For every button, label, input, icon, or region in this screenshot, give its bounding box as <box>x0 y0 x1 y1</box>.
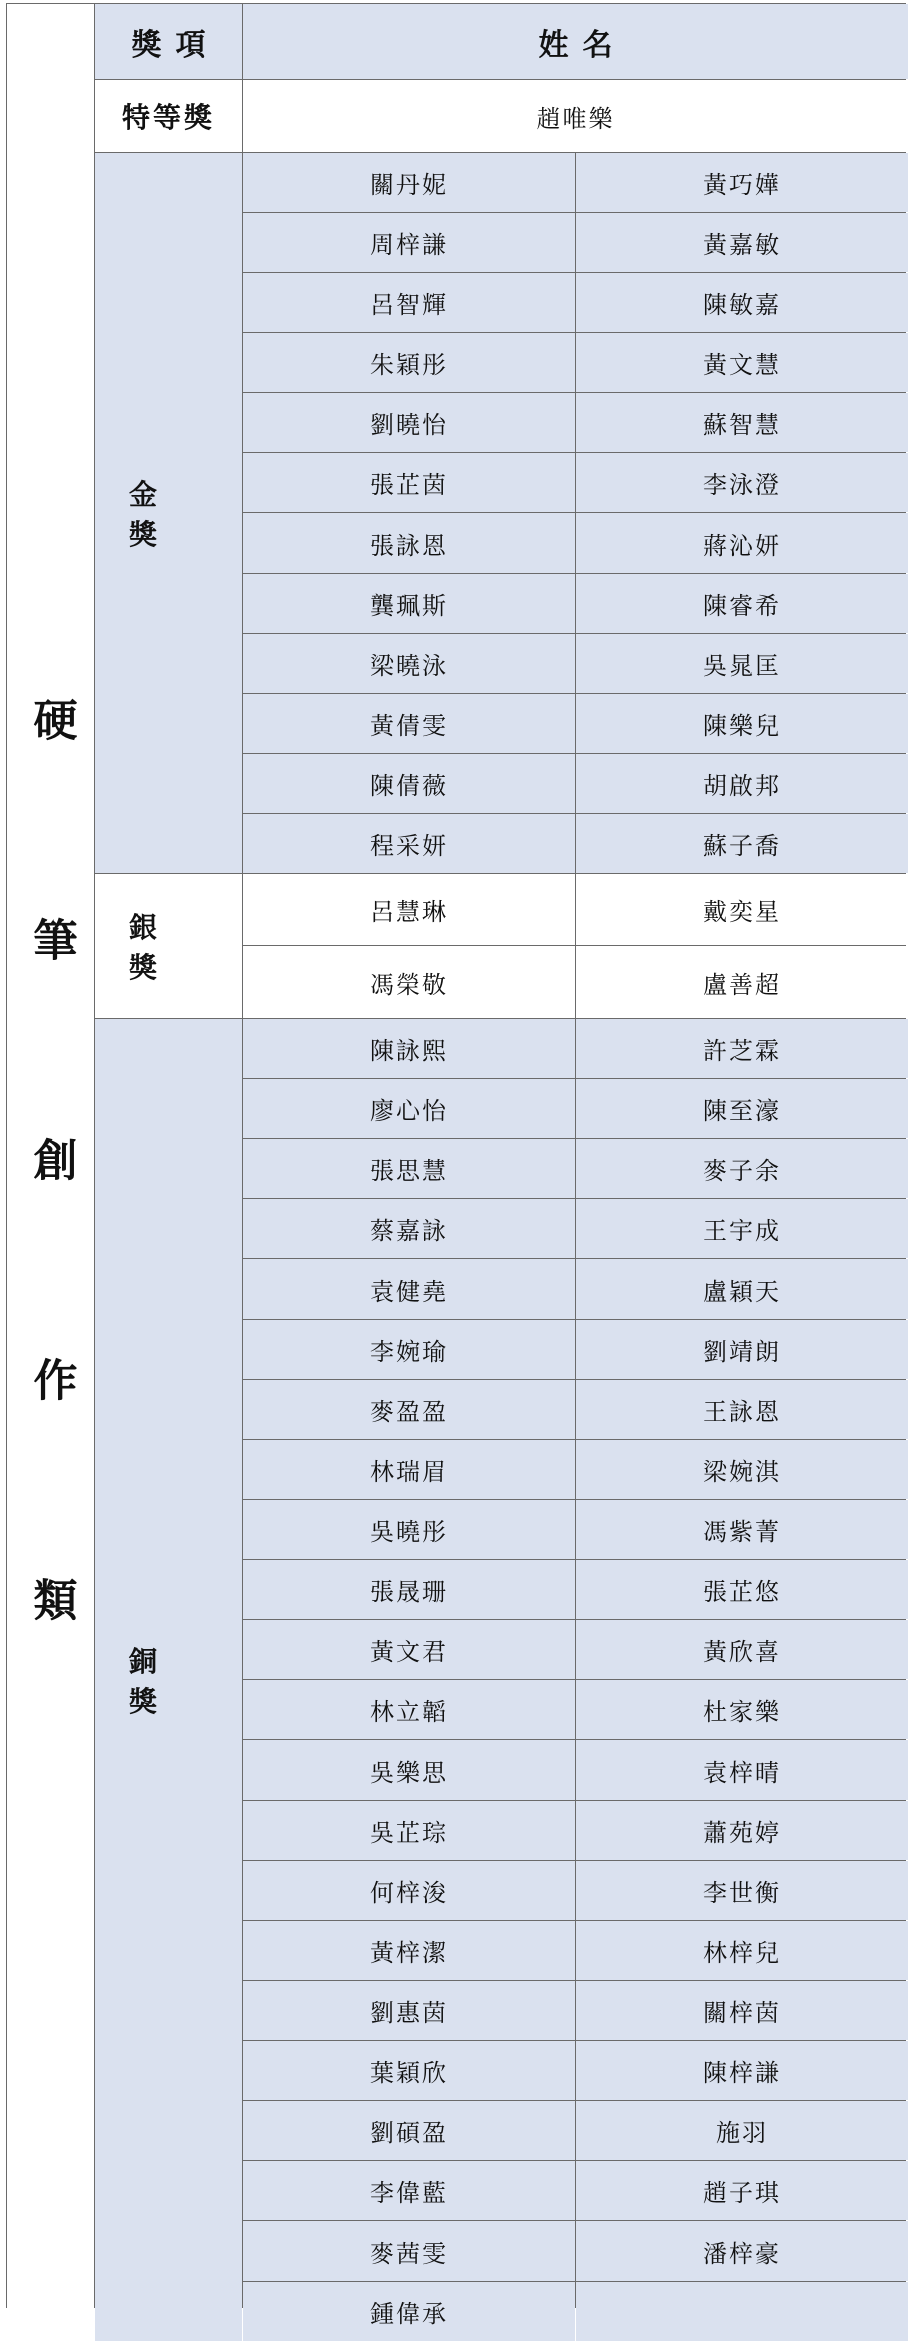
bronze-name-right: 王宇成 <box>576 1199 908 1258</box>
gold-name-left: 劉曉怡 <box>243 393 575 452</box>
bronze-name-right: 王詠恩 <box>576 1380 908 1439</box>
gold-name-left: 龔珮斯 <box>243 574 575 633</box>
bronze-name-right: 施羽 <box>576 2101 908 2160</box>
gold-name-right: 蘇智慧 <box>576 393 908 452</box>
bronze-name-left: 吳樂思 <box>243 1740 575 1799</box>
gold-name-right: 黃文慧 <box>576 333 908 392</box>
gold-name-right: 李泳澄 <box>576 453 908 512</box>
bronze-name-left: 袁健堯 <box>243 1259 575 1318</box>
bronze-name-right <box>576 2282 908 2341</box>
bronze-name-left: 何梓浚 <box>243 1861 575 1920</box>
gold-name-right: 蔣沁妍 <box>576 513 908 572</box>
bronze-name-left: 劉碩盈 <box>243 2101 575 2160</box>
bronze-name-right: 許芝霖 <box>576 1019 908 1078</box>
bronze-name-left: 黃文君 <box>243 1620 575 1679</box>
bronze-name-right: 馮紫菁 <box>576 1500 908 1559</box>
gold-name-right: 陳敏嘉 <box>576 273 908 332</box>
bronze-name-right: 李世衡 <box>576 1861 908 1920</box>
bronze-name-left: 鍾偉承 <box>243 2282 575 2341</box>
gold-name-right: 蘇子喬 <box>576 814 908 873</box>
bronze-name-right: 袁梓晴 <box>576 1740 908 1799</box>
bronze-name-right: 張芷悠 <box>576 1560 908 1619</box>
gold-name-left: 呂智輝 <box>243 273 575 332</box>
bronze-name-left: 林立韜 <box>243 1680 575 1739</box>
bronze-name-right: 黃欣喜 <box>576 1620 908 1679</box>
bronze-name-left: 陳詠熙 <box>243 1019 575 1078</box>
bronze-name-left: 林瑞眉 <box>243 1440 575 1499</box>
gold-name-left: 黃倩雯 <box>243 694 575 753</box>
bronze-name-left: 麥盈盈 <box>243 1380 575 1439</box>
bronze-name-left: 蔡嘉詠 <box>243 1199 575 1258</box>
award-header: 獎項 <box>95 4 242 79</box>
gold-name-left: 程采妍 <box>243 814 575 873</box>
gold-name-right: 陳睿希 <box>576 574 908 633</box>
gold-name-left: 張芷茵 <box>243 453 575 512</box>
gold-award-label: 金獎 <box>95 153 242 873</box>
gold-name-left: 陳倩薇 <box>243 754 575 813</box>
bronze-name-left: 劉惠茵 <box>243 1981 575 2040</box>
silver-name-left: 呂慧琳 <box>243 874 575 946</box>
bronze-name-left: 黃梓潔 <box>243 1921 575 1980</box>
bronze-name-right: 潘梓豪 <box>576 2221 908 2280</box>
gold-name-left: 關丹妮 <box>243 153 575 212</box>
bronze-name-left: 廖心怡 <box>243 1079 575 1138</box>
award-table <box>6 3 906 2328</box>
bronze-name-right: 陳梓謙 <box>576 2041 908 2100</box>
bronze-name-left: 李婉瑜 <box>243 1320 575 1379</box>
bronze-name-right: 林梓兒 <box>576 1921 908 1980</box>
silver-award-label: 銀獎 <box>95 874 242 1018</box>
gold-name-right: 吳晁匡 <box>576 634 908 693</box>
bronze-name-left: 張晟珊 <box>243 1560 575 1619</box>
gold-name-left: 周梓謙 <box>243 213 575 272</box>
bronze-name-right: 盧穎天 <box>576 1259 908 1318</box>
name-header: 姓名 <box>243 4 908 79</box>
bronze-award-label: 銅獎 <box>95 1019 242 2341</box>
special-award-name: 趙唯樂 <box>243 80 908 152</box>
bronze-name-right: 陳至濠 <box>576 1079 908 1138</box>
gold-name-right: 胡啟邦 <box>576 754 908 813</box>
bronze-name-left: 葉穎欣 <box>243 2041 575 2100</box>
bronze-name-right: 關梓茵 <box>576 1981 908 2040</box>
special-award-label: 特等獎 <box>95 80 242 152</box>
bronze-name-right: 劉靖朗 <box>576 1320 908 1379</box>
gold-name-right: 黃巧嬅 <box>576 153 908 212</box>
gold-name-left: 梁曉泳 <box>243 634 575 693</box>
category-label: 硬筆創作類 <box>7 4 94 2341</box>
bronze-name-right: 麥子余 <box>576 1139 908 1198</box>
bronze-name-right: 蕭苑婷 <box>576 1801 908 1860</box>
bronze-name-right: 梁婉淇 <box>576 1440 908 1499</box>
bronze-name-right: 杜家樂 <box>576 1680 908 1739</box>
gold-name-right: 陳樂兒 <box>576 694 908 753</box>
bronze-name-left: 麥茜雯 <box>243 2221 575 2280</box>
silver-name-left: 馮榮敬 <box>243 946 575 1018</box>
gold-name-left: 張詠恩 <box>243 513 575 572</box>
silver-name-right: 盧善超 <box>576 946 908 1018</box>
bronze-name-left: 張思慧 <box>243 1139 575 1198</box>
bronze-name-left: 吳芷琮 <box>243 1801 575 1860</box>
bronze-name-right: 趙子琪 <box>576 2161 908 2220</box>
bronze-name-left: 吳曉彤 <box>243 1500 575 1559</box>
silver-name-right: 戴奕星 <box>576 874 908 946</box>
gold-name-left: 朱穎彤 <box>243 333 575 392</box>
bronze-name-left: 李偉藍 <box>243 2161 575 2220</box>
gold-name-right: 黃嘉敏 <box>576 213 908 272</box>
